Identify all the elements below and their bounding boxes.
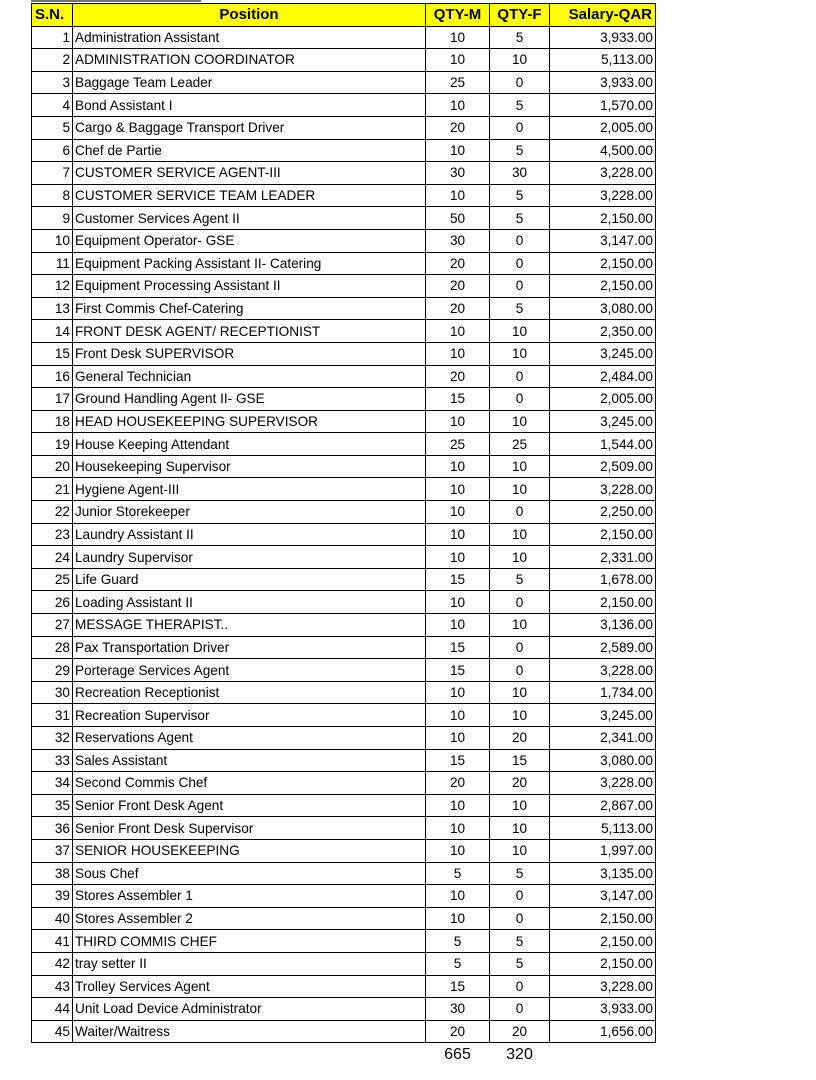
cell-qty-m: 30: [426, 229, 490, 252]
cell-qty-m: 5: [426, 952, 490, 975]
cell-position: Equipment Operator- GSE: [73, 229, 426, 252]
table-row: [32, 659, 656, 682]
cell-position: CUSTOMER SERVICE TEAM LEADER: [73, 184, 426, 207]
header-position: Position: [73, 4, 426, 27]
cell-salary: 5,113.00: [550, 817, 656, 840]
cell-position: Administration Assistant: [73, 26, 426, 49]
cell-salary: 2,484.00: [550, 365, 656, 388]
cell-salary: 2,150.00: [550, 591, 656, 614]
cell-qty-m: 10: [426, 49, 490, 72]
table-row: [32, 26, 656, 49]
cell-qty-m: 5: [426, 930, 490, 953]
cell-sn: 44: [32, 998, 73, 1021]
cell-position: Customer Services Agent II: [73, 207, 426, 230]
cell-salary: 1,678.00: [550, 568, 656, 591]
cell-qty-m: 20: [426, 772, 490, 795]
cell-qty-f: 25: [490, 433, 550, 456]
cell-qty-m: 10: [426, 614, 490, 637]
cell-position: Ground Handling Agent II- GSE: [73, 388, 426, 411]
cell-qty-f: 10: [490, 681, 550, 704]
cell-sn: 5: [32, 116, 73, 139]
cell-position: General Technician: [73, 365, 426, 388]
cell-sn: 4: [32, 94, 73, 117]
cell-position: Reservations Agent: [73, 727, 426, 750]
table-row: [32, 433, 656, 456]
cell-qty-m: 10: [426, 94, 490, 117]
cell-position: Second Commis Chef: [73, 772, 426, 795]
cell-qty-m: 10: [426, 523, 490, 546]
cell-salary: 2,150.00: [550, 930, 656, 953]
cell-salary: 3,135.00: [550, 862, 656, 885]
cell-position: Senior Front Desk Supervisor: [73, 817, 426, 840]
cell-qty-f: 0: [490, 365, 550, 388]
cell-qty-f: 20: [490, 1020, 550, 1043]
cell-salary: 2,150.00: [550, 907, 656, 930]
cell-qty-f: 5: [490, 930, 550, 953]
table-row: [32, 116, 656, 139]
cell-sn: 1: [32, 26, 73, 49]
totals-spacer: [73, 1043, 426, 1068]
cell-qty-f: 0: [490, 636, 550, 659]
cell-salary: 3,228.00: [550, 478, 656, 501]
cell-position: Unit Load Device Administrator: [73, 998, 426, 1021]
cell-qty-m: 30: [426, 998, 490, 1021]
cell-qty-m: 10: [426, 478, 490, 501]
cell-qty-f: 0: [490, 501, 550, 524]
cell-sn: 26: [32, 591, 73, 614]
cell-sn: 37: [32, 839, 73, 862]
cell-qty-f: 5: [490, 207, 550, 230]
table-row: [32, 388, 656, 411]
cell-salary: 2,150.00: [550, 275, 656, 298]
cell-position: Trolley Services Agent: [73, 975, 426, 998]
table-row: [32, 907, 656, 930]
cell-salary: 3,245.00: [550, 342, 656, 365]
table-row: [32, 794, 656, 817]
cell-qty-f: 0: [490, 591, 550, 614]
cell-position: CUSTOMER SERVICE AGENT-III: [73, 162, 426, 185]
cell-position: FRONT DESK AGENT/ RECEPTIONIST: [73, 320, 426, 343]
table-row: [32, 139, 656, 162]
cell-sn: 40: [32, 907, 73, 930]
cell-sn: 36: [32, 817, 73, 840]
cell-qty-m: 10: [426, 907, 490, 930]
cell-sn: 42: [32, 952, 73, 975]
cell-sn: 9: [32, 207, 73, 230]
cell-position: Laundry Supervisor: [73, 546, 426, 569]
cell-qty-m: 30: [426, 162, 490, 185]
cell-position: Stores Assembler 1: [73, 885, 426, 908]
table-row: [32, 94, 656, 117]
cell-position: Sales Assistant: [73, 749, 426, 772]
cell-qty-m: 10: [426, 681, 490, 704]
totals-spacer: [550, 1043, 656, 1068]
cell-qty-f: 5: [490, 139, 550, 162]
table-row: [32, 71, 656, 94]
table-row: [32, 523, 656, 546]
cell-position: Loading Assistant II: [73, 591, 426, 614]
cell-qty-f: 0: [490, 252, 550, 275]
cell-sn: 41: [32, 930, 73, 953]
cell-sn: 27: [32, 614, 73, 637]
cell-salary: 2,150.00: [550, 952, 656, 975]
cell-salary: 1,734.00: [550, 681, 656, 704]
table-row: [32, 862, 656, 885]
cell-qty-m: 20: [426, 297, 490, 320]
cell-sn: 43: [32, 975, 73, 998]
cell-salary: 2,341.00: [550, 727, 656, 750]
cell-position: Front Desk SUPERVISOR: [73, 342, 426, 365]
cell-salary: 2,150.00: [550, 252, 656, 275]
cell-sn: 15: [32, 342, 73, 365]
cell-qty-f: 5: [490, 184, 550, 207]
cell-position: House Keeping Attendant: [73, 433, 426, 456]
cell-sn: 8: [32, 184, 73, 207]
cell-sn: 18: [32, 410, 73, 433]
cell-salary: 4,500.00: [550, 139, 656, 162]
cell-position: MESSAGE THERAPIST..: [73, 614, 426, 637]
cell-qty-f: 0: [490, 275, 550, 298]
cell-qty-f: 10: [490, 478, 550, 501]
cell-position: THIRD COMMIS CHEF: [73, 930, 426, 953]
table-row: [32, 975, 656, 998]
cell-qty-f: 0: [490, 998, 550, 1021]
cell-qty-f: 10: [490, 49, 550, 72]
cell-qty-f: 10: [490, 704, 550, 727]
cell-sn: 21: [32, 478, 73, 501]
table-row: [32, 478, 656, 501]
cell-position: Senior Front Desk Agent: [73, 794, 426, 817]
cell-qty-f: 20: [490, 772, 550, 795]
cell-salary: 2,005.00: [550, 388, 656, 411]
cell-qty-m: 20: [426, 252, 490, 275]
cell-qty-m: 10: [426, 591, 490, 614]
table-row: [32, 297, 656, 320]
cell-qty-f: 10: [490, 794, 550, 817]
cell-sn: 28: [32, 636, 73, 659]
table-row: [32, 501, 656, 524]
cell-salary: 3,228.00: [550, 772, 656, 795]
table-row: [32, 410, 656, 433]
cell-position: Porterage Services Agent: [73, 659, 426, 682]
cell-salary: 2,250.00: [550, 501, 656, 524]
cell-qty-m: 20: [426, 365, 490, 388]
cell-position: Cargo & Baggage Transport Driver: [73, 116, 426, 139]
cell-position: Waiter/Waitress: [73, 1020, 426, 1043]
cell-qty-m: 10: [426, 455, 490, 478]
cell-qty-f: 5: [490, 297, 550, 320]
cell-qty-m: 10: [426, 794, 490, 817]
table-row: [32, 749, 656, 772]
total-qty-f: 320: [506, 1046, 533, 1064]
cell-qty-f: 0: [490, 388, 550, 411]
cell-position: Recreation Supervisor: [73, 704, 426, 727]
cell-salary: 3,136.00: [550, 614, 656, 637]
cell-sn: 2: [32, 49, 73, 72]
cell-qty-f: 10: [490, 320, 550, 343]
cell-sn: 24: [32, 546, 73, 569]
cell-salary: 3,933.00: [550, 71, 656, 94]
cell-salary: 2,350.00: [550, 320, 656, 343]
cell-qty-f: 10: [490, 817, 550, 840]
cell-qty-f: 0: [490, 71, 550, 94]
cell-sn: 3: [32, 71, 73, 94]
cell-qty-f: 5: [490, 862, 550, 885]
cell-sn: 11: [32, 252, 73, 275]
cell-qty-f: 5: [490, 26, 550, 49]
table-row: [32, 229, 656, 252]
table-row: [32, 546, 656, 569]
cell-qty-m: 10: [426, 704, 490, 727]
cell-salary: 3,228.00: [550, 162, 656, 185]
cell-salary: 2,331.00: [550, 546, 656, 569]
cell-qty-m: 10: [426, 727, 490, 750]
totals-spacer: [32, 1043, 73, 1068]
table-row: [32, 207, 656, 230]
cell-sn: 10: [32, 229, 73, 252]
cell-salary: 5,113.00: [550, 49, 656, 72]
cell-qty-m: 20: [426, 275, 490, 298]
cell-qty-f: 5: [490, 568, 550, 591]
cell-qty-m: 10: [426, 410, 490, 433]
cell-position: SENIOR HOUSEKEEPING: [73, 839, 426, 862]
table-row: [32, 704, 656, 727]
cell-sn: 25: [32, 568, 73, 591]
table-row: [32, 568, 656, 591]
cell-position: Hygiene Agent-III: [73, 478, 426, 501]
cell-qty-m: 5: [426, 862, 490, 885]
cell-qty-m: 10: [426, 885, 490, 908]
cell-qty-m: 10: [426, 342, 490, 365]
cell-qty-m: 15: [426, 659, 490, 682]
table-row: [32, 1020, 656, 1043]
cell-salary: 3,147.00: [550, 229, 656, 252]
cell-sn: 7: [32, 162, 73, 185]
cell-position: Chef de Partie: [73, 139, 426, 162]
cell-sn: 32: [32, 727, 73, 750]
cell-sn: 19: [32, 433, 73, 456]
header-sn: S.N.: [32, 4, 73, 27]
cell-position: Junior Storekeeper: [73, 501, 426, 524]
header-qty-m: QTY-M: [426, 4, 490, 27]
cell-qty-f: 0: [490, 907, 550, 930]
positions-table: [31, 3, 656, 1067]
table-row: [32, 998, 656, 1021]
cell-position: Stores Assembler 2: [73, 907, 426, 930]
cell-salary: 3,245.00: [550, 704, 656, 727]
table-row: [32, 275, 656, 298]
table-row: [32, 817, 656, 840]
table-row: [32, 342, 656, 365]
cell-qty-f: 10: [490, 342, 550, 365]
cell-qty-m: 10: [426, 839, 490, 862]
cell-sn: 16: [32, 365, 73, 388]
cell-qty-f: 10: [490, 839, 550, 862]
cell-salary: 1,570.00: [550, 94, 656, 117]
cell-salary: 1,544.00: [550, 433, 656, 456]
cell-qty-m: 10: [426, 546, 490, 569]
cell-salary: 3,245.00: [550, 410, 656, 433]
table-body: [32, 26, 656, 1043]
table-row: [32, 591, 656, 614]
total-qty-m: 665: [444, 1046, 471, 1064]
cell-qty-m: 10: [426, 501, 490, 524]
cell-sn: 35: [32, 794, 73, 817]
table-totals: [32, 1043, 656, 1068]
cell-salary: 2,150.00: [550, 207, 656, 230]
header-row: [32, 4, 656, 27]
table-row: [32, 727, 656, 750]
cell-qty-m: 25: [426, 433, 490, 456]
table-row: [32, 455, 656, 478]
cell-sn: 20: [32, 455, 73, 478]
cell-position: Sous Chef: [73, 862, 426, 885]
cell-sn: 29: [32, 659, 73, 682]
cell-salary: 2,509.00: [550, 455, 656, 478]
cell-salary: 3,933.00: [550, 26, 656, 49]
cell-position: HEAD HOUSEKEEPING SUPERVISOR: [73, 410, 426, 433]
cell-sn: 14: [32, 320, 73, 343]
cell-sn: 31: [32, 704, 73, 727]
cell-salary: 3,933.00: [550, 998, 656, 1021]
table-row: [32, 49, 656, 72]
cell-sn: 17: [32, 388, 73, 411]
table-row: [32, 681, 656, 704]
cell-salary: 3,080.00: [550, 749, 656, 772]
cell-position: Recreation Receptionist: [73, 681, 426, 704]
table-row: [32, 252, 656, 275]
cell-qty-m: 20: [426, 1020, 490, 1043]
cell-qty-f: 10: [490, 614, 550, 637]
cell-qty-m: 10: [426, 817, 490, 840]
cell-qty-f: 10: [490, 523, 550, 546]
cell-position: Housekeeping Supervisor: [73, 455, 426, 478]
cell-salary: 2,589.00: [550, 636, 656, 659]
table-row: [32, 365, 656, 388]
cell-qty-f: 0: [490, 659, 550, 682]
cell-qty-m: 10: [426, 320, 490, 343]
table-row: [32, 839, 656, 862]
cell-sn: 12: [32, 275, 73, 298]
cell-qty-f: 15: [490, 749, 550, 772]
cell-qty-f: 0: [490, 975, 550, 998]
cell-sn: 22: [32, 501, 73, 524]
cell-qty-f: 30: [490, 162, 550, 185]
table-row: [32, 930, 656, 953]
cell-salary: 1,656.00: [550, 1020, 656, 1043]
cell-qty-m: 15: [426, 749, 490, 772]
cell-salary: 2,005.00: [550, 116, 656, 139]
cell-qty-m: 10: [426, 26, 490, 49]
cell-position: ADMINISTRATION COORDINATOR: [73, 49, 426, 72]
cell-salary: 3,080.00: [550, 297, 656, 320]
cell-sn: 34: [32, 772, 73, 795]
table-row: [32, 162, 656, 185]
cell-salary: 3,147.00: [550, 885, 656, 908]
cell-salary: 1,997.00: [550, 839, 656, 862]
table-row: [32, 772, 656, 795]
cell-sn: 39: [32, 885, 73, 908]
table-row: [32, 952, 656, 975]
cell-salary: 2,150.00: [550, 523, 656, 546]
cell-sn: 23: [32, 523, 73, 546]
cell-qty-f: 0: [490, 885, 550, 908]
cell-qty-f: 0: [490, 116, 550, 139]
cell-salary: 2,867.00: [550, 794, 656, 817]
cell-qty-m: 50: [426, 207, 490, 230]
cell-qty-m: 10: [426, 184, 490, 207]
cell-sn: 33: [32, 749, 73, 772]
table-row: [32, 885, 656, 908]
cell-position: Equipment Packing Assistant II- Catering: [73, 252, 426, 275]
cell-position: Equipment Processing Assistant II: [73, 275, 426, 298]
table-row: [32, 614, 656, 637]
cell-position: Bond Assistant I: [73, 94, 426, 117]
cell-qty-f: 5: [490, 94, 550, 117]
cell-qty-m: 15: [426, 568, 490, 591]
cell-position: First Commis Chef-Catering: [73, 297, 426, 320]
cell-sn: 30: [32, 681, 73, 704]
cell-position: Baggage Team Leader: [73, 71, 426, 94]
cell-qty-m: 15: [426, 388, 490, 411]
totals-row: [32, 1043, 656, 1068]
cell-position: Life Guard: [73, 568, 426, 591]
cell-qty-m: 10: [426, 139, 490, 162]
cell-sn: 38: [32, 862, 73, 885]
cell-qty-m: 15: [426, 636, 490, 659]
cell-qty-m: 25: [426, 71, 490, 94]
cell-qty-m: 20: [426, 116, 490, 139]
cell-qty-f: 10: [490, 410, 550, 433]
cell-salary: 3,228.00: [550, 975, 656, 998]
cell-position: Laundry Assistant II: [73, 523, 426, 546]
cell-salary: 3,228.00: [550, 184, 656, 207]
cell-sn: 45: [32, 1020, 73, 1043]
table-header: [32, 4, 656, 27]
table-row: [32, 636, 656, 659]
cell-qty-f: 10: [490, 455, 550, 478]
cell-qty-f: 0: [490, 229, 550, 252]
cell-qty-f: 10: [490, 546, 550, 569]
header-qty-f: QTY-F: [490, 4, 550, 27]
cell-sn: 6: [32, 139, 73, 162]
cell-position: tray setter II: [73, 952, 426, 975]
cell-qty-m: 15: [426, 975, 490, 998]
cell-sn: 13: [32, 297, 73, 320]
cell-salary: 3,228.00: [550, 659, 656, 682]
table-row: [32, 320, 656, 343]
cell-qty-f: 5: [490, 952, 550, 975]
cell-position: Pax Transportation Driver: [73, 636, 426, 659]
header-salary: Salary-QAR: [550, 4, 656, 27]
table-row: [32, 184, 656, 207]
cell-qty-f: 20: [490, 727, 550, 750]
